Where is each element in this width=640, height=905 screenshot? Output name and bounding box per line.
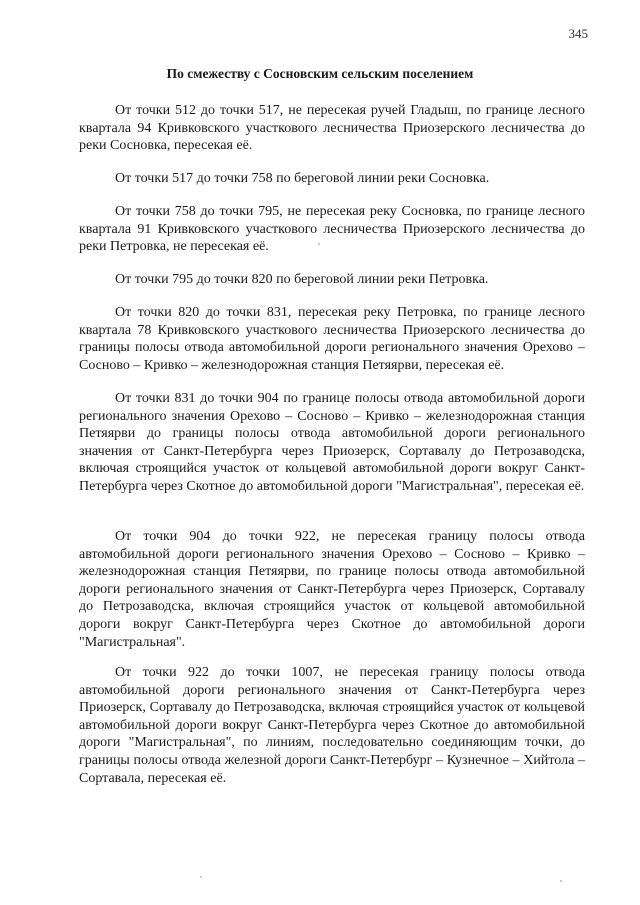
paragraph-text: От точки 922 до точки 1007, не пересекая границу полосы отвода автомобильной дороги регионального значения от Санкт-Петербурга через Приозерск, Сортавалу до Петрозаводска, включая строящийся участок от кольцевой автомобильной дороги вокруг Санкт-Петербурга через Скотное до автомобильной дороги "Магистральная", по линиям, последовательно соединяющим точки, до границы полосы отвода железной дороги Санкт-Петербург – Кузнечное – Хийтола – Сортавала, пересекая её. (79, 665, 585, 786)
paragraph-text: От точки 517 до точки 758 по береговой линии реки Сосновка. (115, 171, 490, 186)
scan-speck (200, 876, 202, 878)
scan-speck (318, 243, 320, 245)
paragraph-text: От точки 795 до точки 820 по береговой линии реки Петровка. (115, 272, 489, 287)
section-heading: По смежеству с Сосновским сельским поселением (166, 66, 474, 81)
paragraph-3 (79, 203, 585, 256)
paragraph-4 (79, 271, 585, 289)
paragraph-text: От точки 831 до точки 904 по границе полосы отвода автомобильной дороги регионального значения Орехово – Сосново – Кривко – железнодорожная станция Петяярви до границы полосы отвода автомобильной дороги регионального значения от Санкт-Петербурга через Приозерск, Сортавалу до Петрозаводска, включая строящийся участок от кольцевой автомобильной дороги вокруг Санкт-Петербурга через Скотное до автомобильной дороги "Магистральная", пересекая её. (79, 391, 585, 494)
paragraph-2 (79, 170, 585, 188)
paragraph-6 (79, 390, 585, 496)
paragraph-8 (79, 664, 585, 787)
scan-speck (560, 880, 562, 882)
paragraph-text: От точки 512 до точки 517, не пересекая ручей Гладыш, по границе лесного квартала 94 Кривковского участкового лесничества Приозерского лесничества до реки Сосновка, пересекая её. (79, 103, 585, 154)
page-number: 345 (568, 26, 588, 41)
paragraph-text: От точки 820 до точки 831, пересекая реку Петровка, по границе лесного квартала 78 Кривковского участкового лесничества Приозерского лесничества до границы полосы отвода автомобильной дороги регионального значения Орехово – Сосново – Кривко – железнодорожная станция Петяярви, пересекая её. (79, 305, 585, 373)
paragraph-5 (79, 304, 585, 374)
paragraph-7 (79, 528, 585, 651)
paragraph-1 (79, 102, 585, 155)
paragraph-text: От точки 904 до точки 922, не пересекая границу полосы отвода автомобильной дороги регионального значения Орехово – Сосново – Кривко – железнодорожная станция Петяярви, по границе полосы отвода автомобильной дороги регионального значения от Санкт-Петербурга через Приозерск, Сортавалу до Петрозаводска, включая строящийся участок от кольцевой автомобильной дороги вокруг Санкт-Петербурга через Скотное до автомобильной дороги "Магистральная". (79, 529, 585, 650)
paragraph-text: От точки 758 до точки 795, не пересекая реку Сосновка, по границе лесного квартала 91 Кривковского участкового лесничества Приозерского лесничества до реки Петровка, не пересекая её. (79, 204, 585, 255)
